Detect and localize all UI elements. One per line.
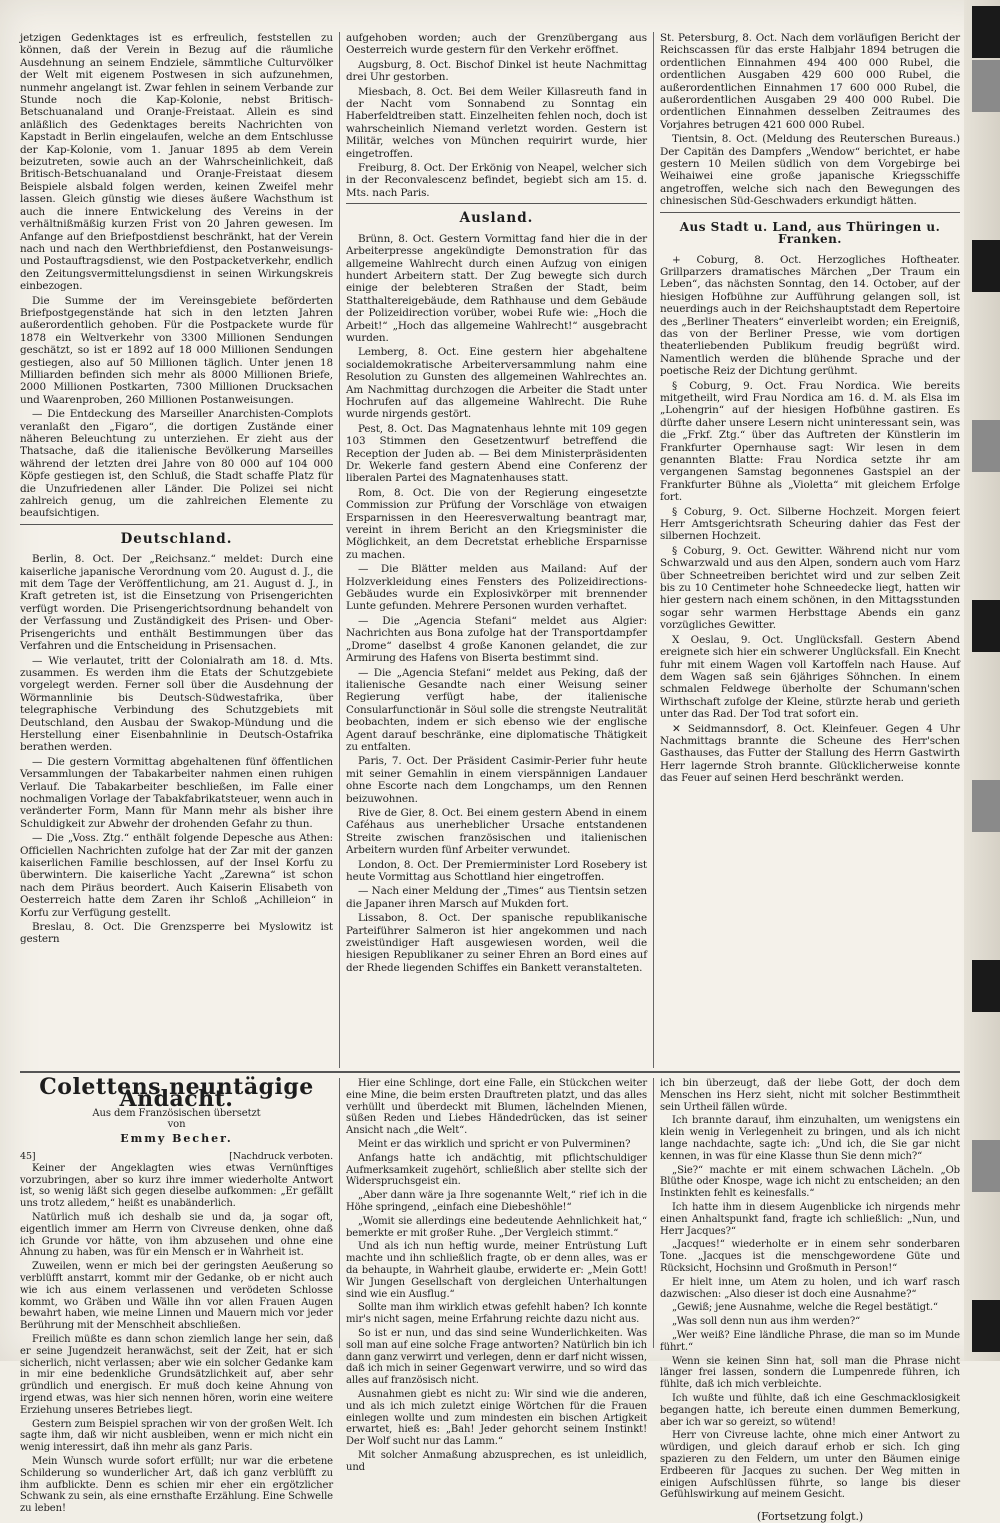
section-header-local: Aus Stadt u. Land, aus Thüringen u. Franken.	[679, 219, 941, 247]
registration-mark	[972, 1140, 1000, 1192]
paragraph: Sollte man ihm wirklich etwas gefehlt haben? Ich konnte mir's nicht sagen, meine Erfahrung reichte dazu nicht aus.	[346, 1302, 647, 1326]
paragraph: „Sie?“ machte er mit einem schwachen Lächeln. „Ob Blüthe oder Knospe, wage ich nicht zu entscheiden; an den Instinkten fehlt es keinesfalls.“	[660, 1164, 960, 1200]
continuation-note: (Fortsetzung folgt.)	[756, 1510, 864, 1523]
registration-mark	[972, 240, 1000, 292]
paragraph: — Die „Agencia Stefani“ meldet aus Algier: Nachrichten aus Bona zufolge hat der Transportdampfer „Drome“ daselbst 4 große Kanonen gelandet, die zur Armirung des Hafens von Biserta bestimmt sind.	[346, 614, 647, 665]
registration-mark	[972, 60, 1000, 112]
registration-mark	[972, 960, 1000, 1012]
paragraph: aufgehoben worden; auch der Grenzübergang aus Oesterreich wurde gestern für den Verkehr eröffnet.	[346, 32, 647, 57]
paragraph: „Gewiß; jene Ausnahme, welche die Regel bestätigt.“	[672, 1302, 938, 1314]
registration-mark	[972, 1300, 1000, 1352]
paragraph: Rom, 8. Oct. Die von der Regierung eingesetzte Commission zur Prüfung der Vorschläge von etwaigen Ersparnissen in den Heeresverwaltung beantragt mar, vereint in ihrem Bericht an den Kriegsminister die Möglichkeit, an dem Decretstat erhebliche Ersparnisse zu machen.	[346, 486, 647, 561]
paragraph: Freilich müßte es dann schon ziemlich lange her sein, daß er seine Jugendzeit heranwächst, seit der Zeit, hat er sich sicherlich, nicht verlassen; aber wie ein solcher Gedanke kam in mir eine bedenkliche Grundsätzlichkeit auf, aber sehr gründlich und energisch. Er muß doch keine Ahnung von irgend etwas, was hier sich nennen hören, worin eine weitere Erziehung unseres Betriebes liegt.	[20, 1333, 333, 1416]
paragraph: ich bin überzeugt, daß der liebe Gott, der doch dem Menschen ins Herz sieht, nicht mit solcher Bestimmtheit sein Urtheil fällen würde.	[660, 1078, 960, 1113]
paragraph: St. Petersburg, 8. Oct. Nach dem vorläufigen Bericht der Reichscassen für das erste Halbjahr 1894 betrugen die ordentlichen Einnahmen 494 400 000 Rubel, die ordentlichen Ausgaben 429 600 000 Rubel, die außerordentlichen Einnahmen 17 600 000 Rubel, die außerordentlichen Ausgaben 29 400 000 Rubel. Die ordentlichen Einnahmen desselben Zeitraumes des Vorjahres betrugen 421 600 000 Rubel.	[660, 32, 960, 131]
paragraph: § Coburg, 9. Oct. Silberne Hochzeit. Morgen feiert Herr Amtsgerichtsrath Scheuring dahier das Fest der silbernen Hochzeit.	[660, 505, 960, 543]
paragraph: X Oeslau, 9. Oct. Unglücksfall. Gestern Abend ereignete sich hier ein schwerer Unglücksfall. Ein Knecht fuhr mit einem Wagen voll Kartoffeln nach Hause. Auf dem Wagen saß sein 6jähriges Söhnchen. In einem schmalen Feldwege überholte der Schumann'schen Wirthschaft zufolge der Kleine, stürzte herab und gerieth unter das Rad. Der Tod trat sofort ein.	[660, 633, 960, 721]
right-column	[660, 32, 960, 1068]
paragraph: Brünn, 8. Oct. Gestern Vormittag fand hier die in der Arbeiterpresse angekündigte Demonstration für das allgemeine Wahlrecht durch einen Aufzug von einigen hundert Arbeitern statt. Der Zug bewegte sich durch einige der belebteren Straßen der Stadt, beim Statthaltereigebäude, dem Rathhause und dem Gebäude der Polizeidirection vorüber, wobei Rufe wie: „Hoch die Arbeit!“ „Hoch das allgemeine Wahlrecht!“ ausgebracht wurden.	[346, 232, 647, 344]
paragraph: Rive de Gier, 8. Oct. Bei einem gestern Abend in einem Caféhaus aus unerheblicher Ursache entstandenen Streite zwischen französischen und italienischen Arbeitern wurden fünf Arbeiter verwundet.	[346, 806, 647, 857]
paragraph: Ich brannte darauf, ihm einzuhalten, um wenigstens ein klein wenig in Verlegenheit zu bringen, und als ich nicht lange nachdachte, sagte ich: „Und ich, die Sie gar nicht kennen, in was für eine Klasse thun Sie denn mich?“	[660, 1115, 960, 1162]
paragraph: — Die gestern Vormittag abgehaltenen fünf öffentlichen Versammlungen der Tabakarbeiter nahmen einen ruhigen Verlauf. Die Tabakarbeiter beschließen, im Falle einer nochmaligen Vorlage der Tabakfabrikatsteuer, wenn auch in veränderter Form, Mann für Mann mehr als bisher ihre Schuldigkeit zur Abwehr der drohenden Gefahr zu thun.	[20, 755, 333, 830]
paragraph: Und als ich nun heftig wurde, meiner Entrüstung Luft machte und ihn schließlich fragte, ob er denn alles, was er da behaupte, in Wahrheit glaube, erwiderte er: „Mein Gott! Wir Jungen Gesellschaft von dergleichen Unterhaltungen sind wie ein Ausflug.“	[346, 1241, 647, 1300]
paragraph: § Coburg, 9. Oct. Frau Nordica. Wie bereits mitgetheilt, wird Frau Nordica am 16. d. M. als Elsa im „Lohengrin“ auf der hiesigen Hofbühne gastiren. Es dürfte daher unsere Lesern nicht uninteressant sein, was die „Frkf. Ztg.“ über das Auftreten der Künstlerin im Frankfurter Opernhause sagt: Wir lesen in dem genannten Blatte: Frau Nordica setzte ihr am vergangenen Samstag begonnenes Gastspiel an der Frankfurter Bühne als „Violetta“ mit gleichem Erfolge fort.	[660, 379, 960, 504]
paragraph: Lemberg, 8. Oct. Eine gestern hier abgehaltene socialdemokratische Arbeiterversammlung nahm eine Resolution zu Gunsten des allgemeinen Wahlrechtes an. Am Nachmittag durchzogen die Arbeiter die Stadt unter Hochrufen auf das allgemeine Wahlrecht. Die Ruhe wurde nirgends gestört.	[346, 346, 647, 421]
paragraph: § Coburg, 9. Oct. Gewitter. Während nicht nur vom Schwarzwald und aus den Alpen, sondern auch vom Harz über Schneetreiben berichtet wird und zur selben Zeit bis zu 10 Centimeter hohe Schneedecke liegt, hatten wir hier gestern nach einem schönen, in den Mittagsstunden sogar sehr warmen Herbsttage Abends ein ganz vorzügliches Gewitter.	[660, 544, 960, 632]
paragraph: Gestern zum Beispiel sprachen wir von der großen Welt. Ich sagte ihm, daß wir nicht ausbleiben, wenn er mich nicht ein wenig interessirt, daß ihn mehr als ganz Paris.	[20, 1418, 333, 1454]
paragraph: Breslau, 8. Oct. Die Grenzsperre bei Myslowitz ist gestern	[20, 921, 333, 946]
paragraph: „Was soll denn nun aus ihm werden?“	[672, 1316, 861, 1328]
installment-number: 45]	[20, 1150, 36, 1162]
feuilleton-rule	[20, 1071, 960, 1073]
paragraph: Lissabon, 8. Oct. Der spanische republikanische Parteiführer Salmeron ist hier angekommen und nach zweistündiger Haft ausgewiesen worden, weil die hiesigen Republikaner zu seiner Ehren an Bord eines auf der Rhede liegenden Schiffes ein Bankett veranstalteten.	[346, 912, 647, 974]
registration-mark	[972, 6, 1000, 58]
paragraph: „Jacques!“ wiederholte er in einem sehr sonderbaren Tone. „Jacques ist die menschgewordene Güte und Rücksicht, Hochsinn und Großmuth in Person!“	[660, 1239, 960, 1274]
reprint-note: [Nachdruck verboten.	[229, 1150, 333, 1162]
paragraph: — Wie verlautet, tritt der Colonialrath am 18. d. Mts. zusammen. Es werden ihm die Etats der Schutzgebiete vorgelegt werden. Ferner soll über die Ausdehnung der Wörmannlinie bis Deutsch-Südwestafrika, über telegraphische Verbindung des Schutzgebiets mit Deutschland, den Ausbau der Swakop-Mündung und die Herstellung einer Eisenbahnlinie in Deutsch-Ostafrika berathen werden.	[20, 654, 333, 754]
section-header-abroad: Ausland.	[459, 210, 534, 227]
left-column	[20, 32, 333, 1068]
section-header-germany: Deutschland.	[120, 530, 233, 547]
paragraph: — Die „Agencia Stefani“ meldet aus Peking, daß der italienische Gesandte nach einer Weisung seiner Regierung verfügt habe, der italienische Consularfunctionär in Söul solle die strengste Neutralität beobachten, indem er sich ebenso wie der englische Agent darauf beschränke, eine diplomatische Thätigkeit zu entfalten.	[346, 666, 647, 753]
feuilleton-author: Emmy Becher.	[120, 1132, 233, 1146]
feuilleton-title: Colettens neuntägige Andacht.	[39, 1074, 314, 1112]
paragraph: Augsburg, 8. Oct. Bischof Dinkel ist heute Nachmittag drei Uhr gestorben.	[346, 58, 647, 84]
paragraph: Herr von Civreuse lachte, ohne mich einer Antwort zu würdigen, und gleich darauf erhob er sich. Ich ging spazieren zu den Feldern, um unter den Bäumen einige Erdbeeren für Jacques zu suchen. Der Weg mitten in einigen Aufschlüssen führte, so lange bis dieser Gefühlswirkung auf meinem Gesicht.	[660, 1430, 960, 1501]
feuilleton-by: von	[167, 1119, 186, 1131]
paragraph: Zuweilen, wenn er mich bei der geringsten Aeußerung so verblüfft anstarrt, kommt mir der Gedanke, ob er nicht auch wie ich aus einem verlassenen und verödeten Schlosse kommt, wo Gräben und Wälle ihn vor allen Frauen Augen bewahrt haben, wie meine Linnen und Mauern mich vor jeder Berührung mit der Menschheit abschließen.	[20, 1261, 333, 1332]
middle-column	[346, 32, 647, 1068]
divider	[660, 212, 960, 213]
registration-mark	[972, 780, 1000, 832]
paragraph: Die Summe der im Vereinsgebiete beförderten Briefpostgegenstände hat sich in den letzten Jahren außerordentlich gehoben. Für die Postpackete wurde für 1878 ein Weltverkehr von 3300 Millionen Sendungen geschätzt, so ist er 1892 auf 18 000 Millionen Sendungen gestiegen, also auf 50 Millionen täglich. Unter jenen 18 Milliarden befinden sich mehr als 8000 Millionen Briefe, 2000 Millionen Postkarten, 7300 Millionen Drucksachen und Waarenproben, 260 Millionen Postanweisungen.	[20, 294, 333, 406]
paragraph: Pest, 8. Oct. Das Magnatenhaus lehnte mit 109 gegen 103 Stimmen den Gesetzentwurf betreffend die Reception der Juden ab. — Bei dem Ministerpräsidenten Dr. Wekerle fand gestern Abend eine Conferenz der liberalen Partei des Magnatenhauses statt.	[346, 422, 647, 485]
paragraph: ✕ Seidmannsdorf, 8. Oct. Kleinfeuer. Gegen 4 Uhr Nachmittags brannte die Scheune des Herr'schen Gasthauses, das Futter der Stallung des Herrn Gastwirth Herr lagernde Stroh brannte. Glücklicherweise konnte das Feuer auf seinen Herd beschränkt werden.	[660, 722, 960, 785]
paragraph: Tientsin, 8. Oct. (Meldung des Reuterschen Bureaus.) Der Capitän des Dampfers „Wendow“ berichtet, er habe gestern 10 Meilen südlich von dem Vorgebirge bei Weihaiwei eine große japanische Kriegsschiffe angetroffen, welche sich nach den Bewegungen des chinesischen Süd-Geschwaders erkundigt hätten.	[660, 133, 960, 208]
paragraph: — Nach einer Meldung der „Times“ aus Tientsin setzen die Japaner ihren Marsch auf Mukden fort.	[346, 885, 647, 910]
paragraph: Mit solcher Anmaßung abzusprechen, es ist unleidlich, und	[346, 1449, 647, 1473]
registration-mark	[972, 600, 1000, 652]
paragraph: Mein Wunsch wurde sofort erfüllt; nur war die erbetene Schilderung so wunderlicher Art, daß ich ganz verblüfft zu ihm aufblickte. Denn es schien mir eher ein ergötzlicher Schwank zu sein, als eine ernsthafte Erzählung. Eine Schwelle zu leben!	[20, 1455, 333, 1515]
column-rule	[653, 32, 654, 1068]
feuilleton-subtitle: Aus dem Französischen übersetzt	[92, 1107, 261, 1119]
paragraph: Ich wußte und fühlte, daß ich eine Geschmacklosigkeit begangen hatte, ich bereute einen dummen Bemerkung, aber ich war so gereizt, so wütend!	[660, 1392, 960, 1428]
divider	[346, 203, 647, 204]
feuilleton-column-2	[346, 1078, 647, 1473]
paragraph: „Aber dann wäre ja Ihre sogenannte Welt,“ rief ich in die Höhe springend, „einfach eine Diebeshöhle!“	[346, 1190, 647, 1213]
registration-mark	[972, 420, 1000, 472]
paragraph: Miesbach, 8. Oct. Bei dem Weiler Killasreuth fand in der Nacht vom Sonnabend zu Sonntag ein Haberfeldtreiben statt. Einzelheiten fehlen noch, doch ist wahrscheinlich Niemand verletzt worden. Gestern ist Militär, welches von München requirirt wurde, hier eingetroffen.	[346, 85, 647, 160]
paragraph: Berlin, 8. Oct. Der „Reichsanz.“ meldet: Durch eine kaiserliche japanische Verordnung vom 20. August d. J., die mit dem Tage der Veröffentlichung, am 21. August d. J., in Kraft getreten ist, ist die Einsetzung von Prisengerichten verfügt worden. Die Prisengerichtsordnung behandelt von der Verfassung und Zuständigkeit des Prisen- und Ober-Prisengerichts und enthält Bestimmungen über das Verfahren und die Entscheidung in Prisensachen.	[20, 553, 333, 653]
paragraph: So ist er nun, und das sind seine Wunderlichkeiten. Was soll man auf eine solche Frage antworten? Natürlich bin ich dann ganz verwirrt und verlegen, denn er darf nicht wissen, daß ich mich in seiner Gegenwart verwirre, und so wird das alles auf französisch nicht.	[346, 1327, 647, 1387]
scan-edge	[964, 0, 1000, 1361]
paragraph: + Coburg, 8. Oct. Herzogliches Hoftheater. Grillparzers dramatisches Märchen „Der Traum ein Leben“, das nächsten Sonntag, den 14. October, auf der hiesigen Hofbühne zur Aufführung gelangen soll, ist neuerdings auch in der Reichshauptstadt dem Repertoire des „Berliner Theaters“ einverleibt worden; ein Ereigniß, das von der Berliner Presse, wie vom dortigen theaterliebenden Publikum freudig begrüßt wird. Namentlich werden die blühende Sprache und der poetische Reiz der Dichtung gerühmt.	[660, 253, 960, 378]
column-rule	[339, 1078, 340, 1348]
paragraph: Ausnahmen giebt es nicht zu: Wir sind wie die anderen, und als ich mich zuletzt einige Wörtchen für die Frauen einlegen wollte und zum mindesten ein bischen Artigkeit erwartet, hieß es: „Bah! Jeder gehorcht seinem Instinkt! Der Wolf sucht nur das Lamm.“	[346, 1388, 647, 1448]
paragraph: — Die Entdeckung des Marseiller Anarchisten-Complots veranlaßt den „Figaro“, die dortigen Zustände einer näheren Beleuchtung zu unterziehen. Er zieht aus der Thatsache, daß die italienische Bevölkerung Marseilles während der letzten drei Jahre von 80 000 auf 104 000 Köpfe gestiegen ist, den Schluß, die Stadt schaffe Platz für die Unzufriedenen aller Länder. Die Polizei sei nicht zahlreich genug, um die zahlreichen Elemente zu beaufsichtigen.	[20, 408, 333, 520]
paragraph: — Die Blätter melden aus Mailand: Auf der Holzverkleidung eines Fensters des Polizeidirections-Gebäudes wurde ein Explosivkörper mit brennender Lunte gefunden. Mehrere Personen wurden verhaftet.	[346, 563, 647, 613]
paragraph: Wenn sie keinen Sinn hat, soll man die Phrase nicht länger frei lassen, sondern die Lumpenrede führen, ich fühlte, daß ich mich verbleichte.	[660, 1355, 960, 1391]
paragraph: Ich hatte ihm in diesem Augenblicke ich nirgends mehr einen Anhaltspunkt fand, fragte ich schließlich: „Nun, und Herr Jacques?“	[660, 1201, 960, 1237]
paragraph: jetzigen Gedenktages ist es erfreulich, feststellen zu können, daß der Verein in Bezug auf die räumliche Ausdehnung an seinem Endziele, sämmtliche Culturvölker der Welt mit eigenem Postwesen in sich aufzunehmen, nunmehr angelangt ist. Zwar fehlen in seinem Verbande zur Stunde noch die Kap-Kolonie, nebst Britisch-Betschuanaland und Oranje-Freistaat. Allein es sind anläßlich des Gedenktages bereits Nachrichten von Kapstadt in Berlin eingelaufen, welche an dem Entschlusse der Kap-Kolonie, vom 1. Januar 1895 ab dem Verein beizutreten, sowie auch an der Wahrscheinlichkeit, daß Britisch-Betschuanaland und Oranje-Freistaat diesem Beispiele alsbald folgen werden, keinen Zweifel mehr lassen. Gleich günstig wie dieses äußere Wachsthum ist auch die innere Entwickelung des Vereins in der verhältnißmäßig kurzen Frist von 20 Jahren gewesen. Im Anfange auf den Briefpostdienst beschränkt, hat der Verein nach und nach den Werthbriefdienst, den Postanweisungs- und Postauftragsdienst, wie den Postpacketverkehr, endlich den Zeitungsvermittelungsdienst in seinen Wirkungskreis einbezogen.	[20, 32, 333, 293]
column-rule	[339, 32, 340, 1068]
feuilleton-column-1	[20, 1074, 333, 1515]
feuilleton-column-3	[660, 1078, 960, 1523]
paragraph: — Die „Voss. Ztg.“ enthält folgende Depesche aus Athen: Officiellen Nachrichten zufolge hat der Zar mit der ganzen kaiserlichen Familie beschlossen, auf der Insel Korfu zu überwintern. Die kaiserliche Yacht „Zarewna“ ist schon nach dem Piräus beordert. Auch Kaiserin Elisabeth von Oesterreich hatte dem Zaren ihr Schloß „Achilleion“ in Korfu zur Verfügung gestellt.	[20, 832, 333, 919]
column-rule	[653, 1078, 654, 1348]
installment-row	[20, 1151, 333, 1163]
paragraph: Natürlich muß ich deshalb sie und da, ja sogar oft, eigentlich immer am Herrn von Civreuse denken, ohne daß ich Grunde vor hätte, von ihm abzusehen und ohne eine Ahnung zu haben, was für ein Mensch er in Wahrheit ist.	[20, 1211, 333, 1259]
paragraph: Anfangs hatte ich andächtig, mit pflichtschuldiger Aufmerksamkeit zugehört, schließlich aber stellte sich der Widerspruchsgeist ein.	[346, 1152, 647, 1188]
paragraph: „Wer weiß? Eine ländliche Phrase, die man so im Munde führt.“	[660, 1329, 960, 1353]
paragraph: Paris, 7. Oct. Der Präsident Casimir-Perier fuhr heute mit seiner Gemahlin in einem vierspännigen Landauer ohne Escorte nach dem Longchamps, um den Rennen beizuwohnen.	[346, 755, 647, 805]
paragraph: Er hielt inne, um Atem zu holen, und ich warf rasch dazwischen: „Also dieser ist doch eine Ausnahme?“	[660, 1276, 960, 1300]
paragraph: London, 8. Oct. Der Premierminister Lord Rosebery ist heute Vormittag aus Schottland hier eingetroffen.	[346, 858, 647, 883]
paragraph: Keiner der Angeklagten wies etwas Vernünftiges vorzubringen, aber so kurz ihre immer wiederholte Antwort ist, so wenig läßt sich gegen dieselbe aufkommen: „Er gefällt uns trotz alledem,“ heißt es unabänderlich.	[20, 1162, 333, 1210]
paragraph: Hier eine Schlinge, dort eine Falle, ein Stückchen weiter eine Mine, die beim ersten Drauftreten platzt, und das alles verhüllt und überdeckt mit Blumen, lächelnden Mienen, süßen Reden und Liebes Händedrücken, das ist seiner Ansicht nach „die Welt“.	[346, 1078, 647, 1137]
paragraph: „Womit sie allerdings eine bedeutende Aehnlichkeit hat,“ bemerkte er mit großer Ruhe. „Der Vergleich stimmt.“	[346, 1215, 647, 1239]
paragraph: Meint er das wirklich und spricht er von Pulverminen?	[358, 1138, 631, 1150]
divider	[20, 524, 333, 525]
paragraph: Freiburg, 8. Oct. Der Erkönig von Neapel, welcher sich in der Reconvalescenz befindet, begiebt sich am 15. d. Mts. nach Paris.	[346, 162, 647, 199]
